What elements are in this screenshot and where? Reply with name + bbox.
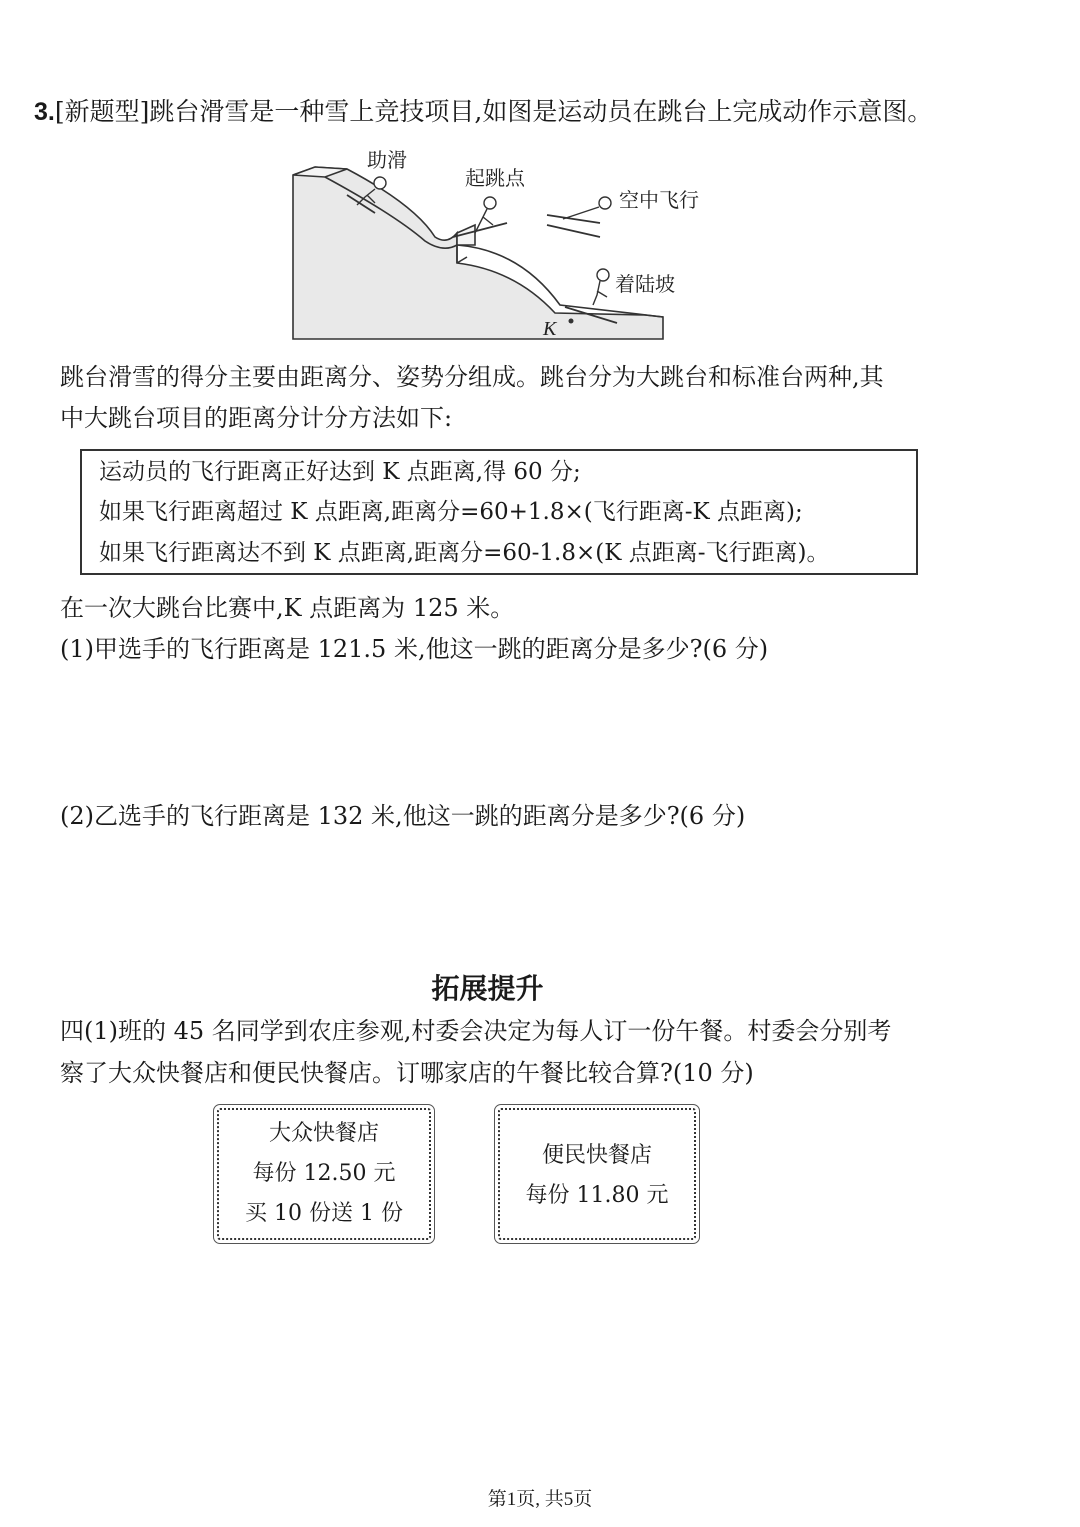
k-point-marker	[569, 319, 574, 324]
rule-under: 如果飞行距离达不到 K 点距离,距离分=60-1.8×(K 点距离-飞行距离)。	[99, 540, 830, 566]
scoring-rules-box	[80, 449, 918, 575]
shop-card-bianmin	[498, 1108, 696, 1240]
shop-price: 每份 12.50 元	[252, 1161, 396, 1186]
label-takeoff: 起跳点	[465, 166, 525, 190]
intro-paragraph-line-2: 中大跳台项目的距离分计分方法如下:	[60, 404, 453, 432]
question-number: 3.	[34, 98, 55, 126]
shop-card-dazhong	[217, 1108, 431, 1240]
shop-price: 每份 11.80 元	[525, 1183, 669, 1208]
question-3-stem	[34, 97, 932, 127]
section-title: 拓展提升	[431, 972, 544, 1005]
page-footer: 第1页, 共5页	[487, 1489, 593, 1510]
label-landing: 着陆坡	[615, 272, 675, 296]
extension-line-2: 察了大众快餐店和便民快餐店。订哪家店的午餐比较合算?(10 分)	[60, 1059, 754, 1087]
sub-question-2: (2)乙选手的飞行距离是 132 米,他这一跳的距离分是多少?(6 分)	[60, 802, 746, 830]
sub-question-1: (1)甲选手的飞行距离是 121.5 米,他这一跳的距离分是多少?(6 分)	[60, 635, 769, 663]
shop-name: 大众快餐店	[268, 1121, 379, 1146]
label-k-point: K	[543, 318, 557, 340]
extension-line-1: 四(1)班的 45 名同学到农庄参观,村委会决定为每人订一份午餐。村委会分别考	[60, 1017, 892, 1045]
shop-offer: 买 10 份送 1 份	[245, 1201, 403, 1226]
rule-over: 如果飞行距离超过 K 点距离,距离分=60+1.8×(飞行距离-K 点距离);	[99, 499, 803, 525]
label-flight: 空中飞行	[619, 188, 699, 212]
rule-exact: 运动员的飞行距离正好达到 K 点距离,得 60 分;	[99, 459, 581, 485]
ski-jump-figure	[285, 145, 735, 350]
shop-name: 便民快餐店	[541, 1143, 652, 1168]
question-text: 跳台滑雪是一种雪上竞技项目,如图是运动员在跳台上完成动作示意图。	[149, 97, 933, 126]
label-run-in: 助滑	[367, 148, 407, 172]
intro-paragraph-line-1: 跳台滑雪的得分主要由距离分、姿势分组成。跳台分为大跳台和标准台两种,其	[60, 363, 884, 391]
skier-flight-icon	[547, 197, 611, 237]
question-tag: [新题型]	[54, 97, 150, 126]
hill-outline	[293, 167, 663, 339]
context-line: 在一次大跳台比赛中,K 点距离为 125 米。	[60, 594, 515, 622]
